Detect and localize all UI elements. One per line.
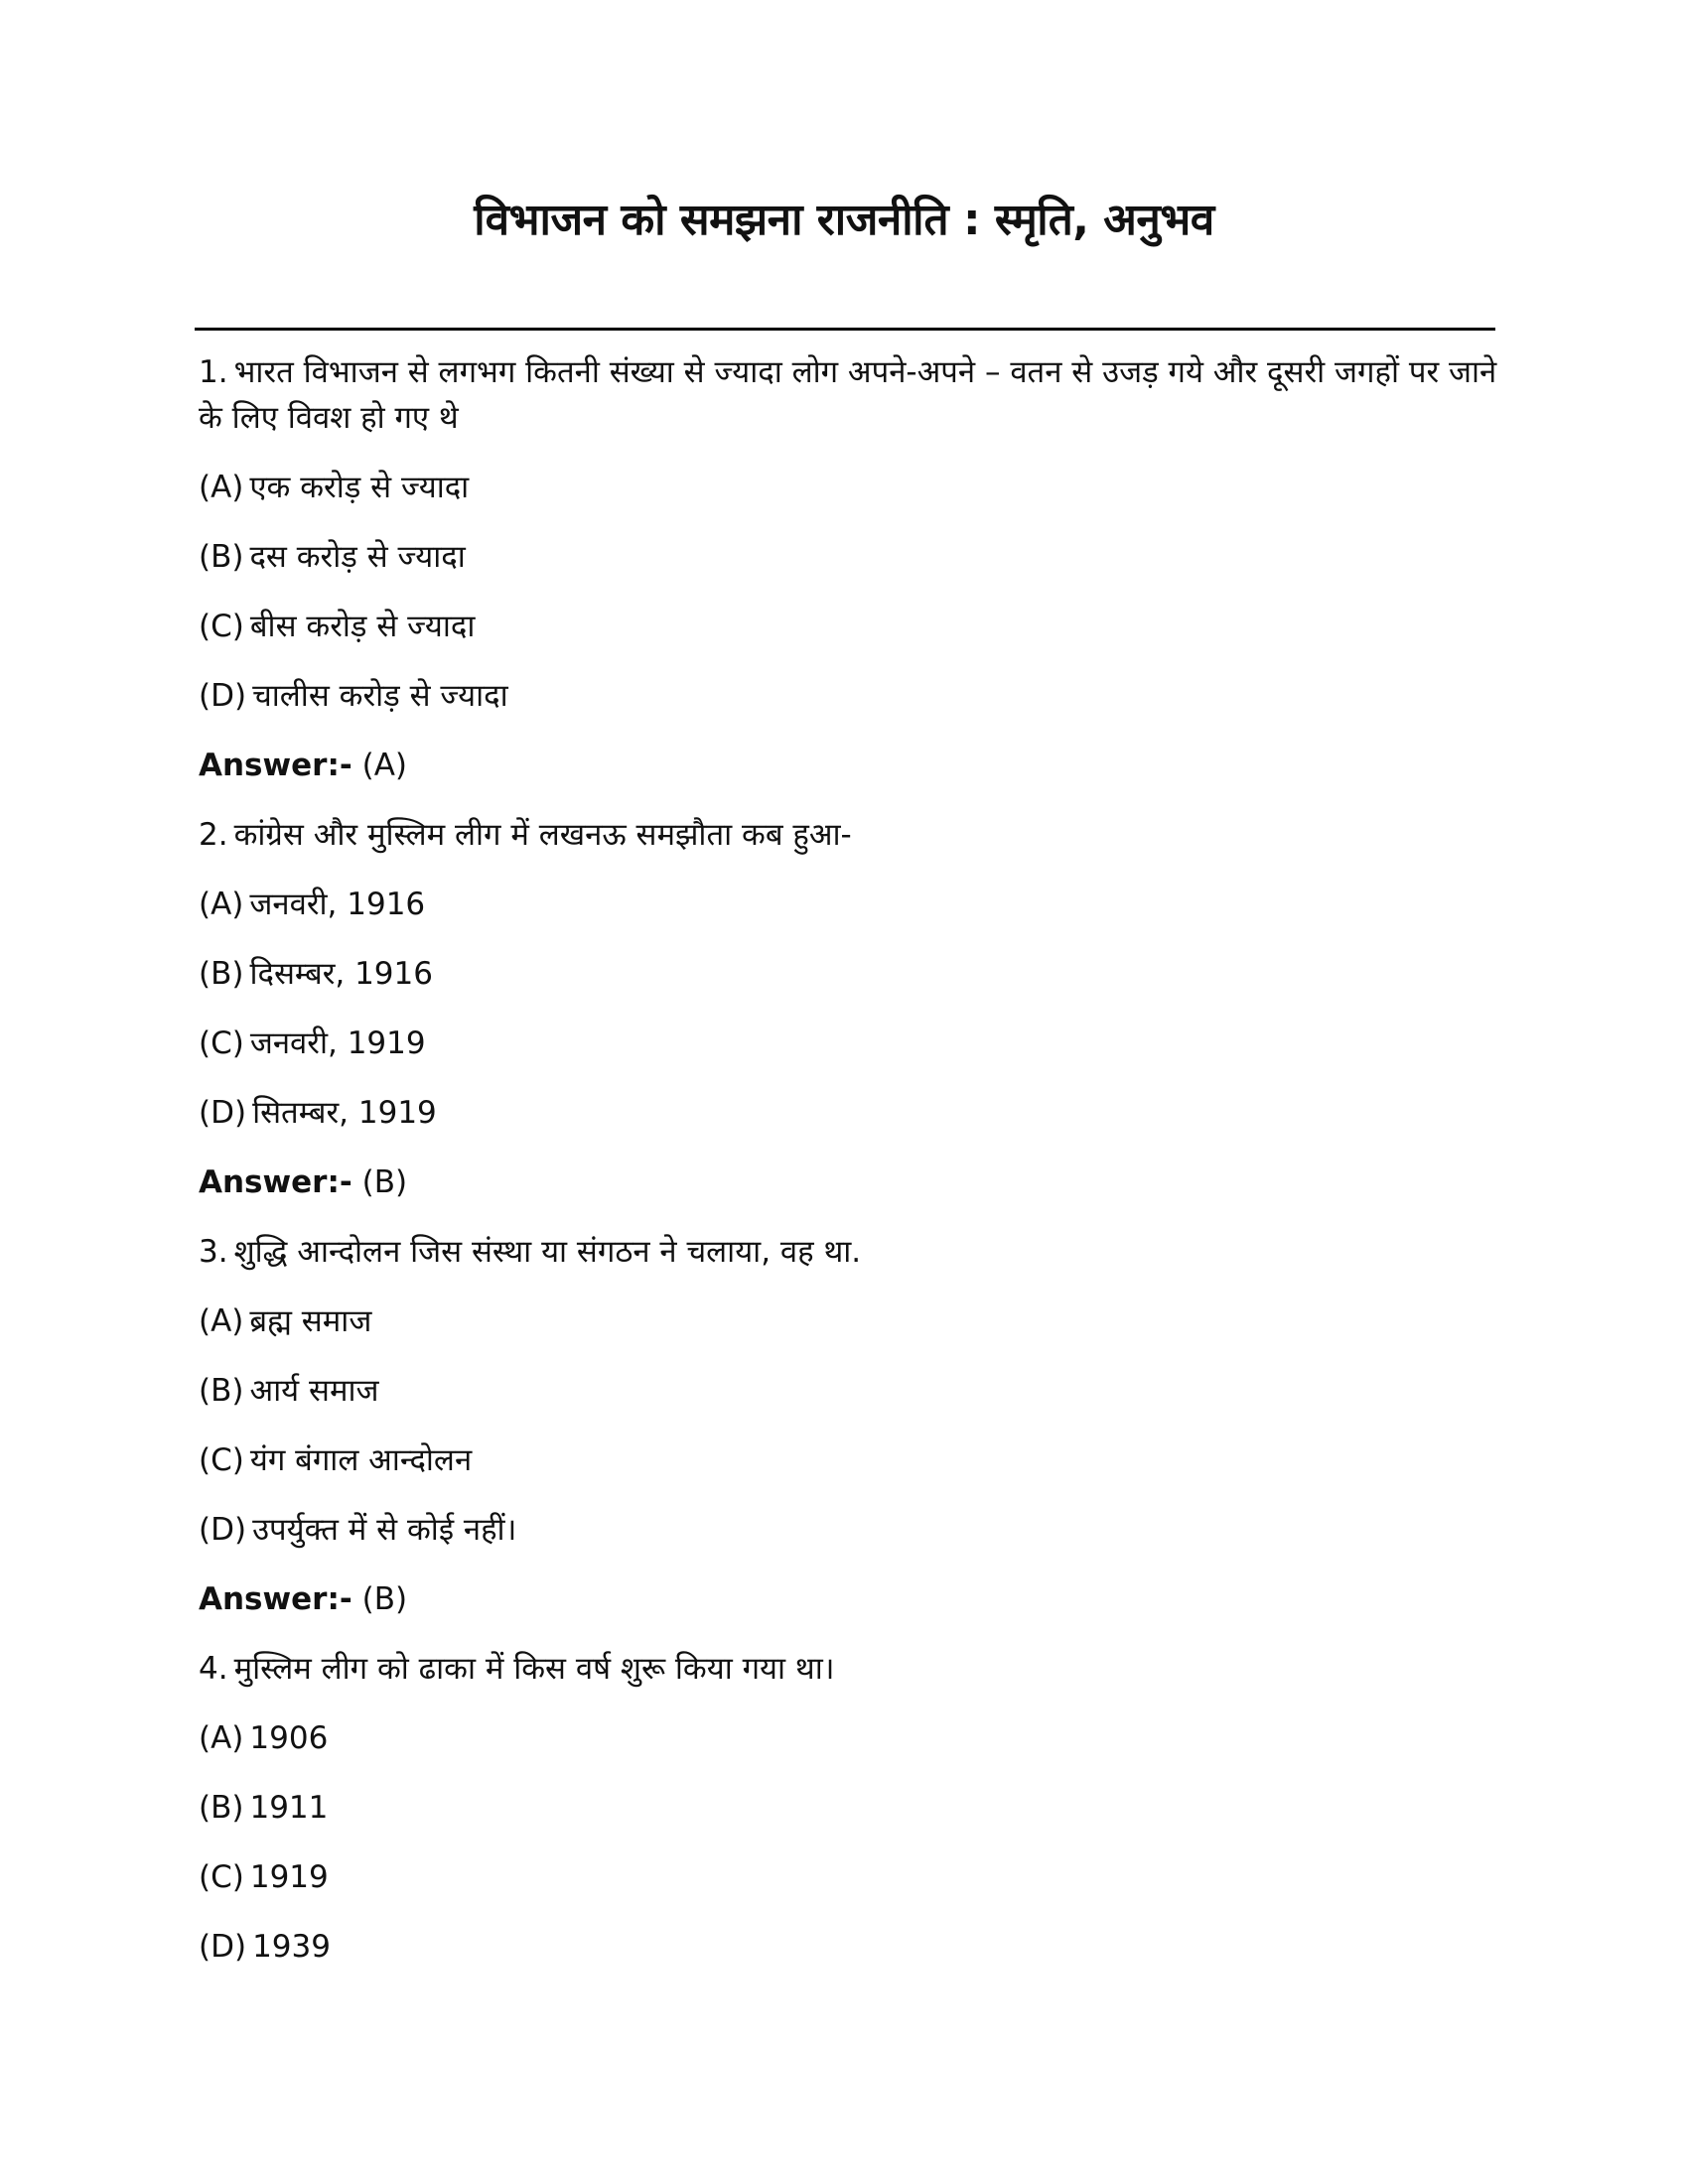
option-a [199,882,1499,927]
option-c [199,1021,1499,1066]
option-text: चालीस करोड़ से ज्यादा [252,678,508,714]
question-block-2 [199,812,1499,1205]
question-block-3 [199,1229,1499,1622]
answer-value: (B) [361,1164,408,1200]
option-letter: (B) [199,1373,244,1409]
question-number: 1. [199,354,228,390]
option-c [199,1437,1499,1483]
answer-line [199,743,1499,788]
page-title: विभाजन को समझना राजनीति : स्मृति, अनुभव [474,195,1214,245]
answer-label: Answer:- [199,1581,352,1617]
answer-label: Answer:- [199,748,352,783]
option-letter: (D) [199,1929,247,1965]
option-a [199,465,1499,510]
option-letter: (C) [199,1859,244,1895]
option-text: एक करोड़ से ज्यादा [249,470,470,505]
option-d [199,1924,1499,1970]
option-text: जनवरी, 1919 [249,1025,426,1061]
option-letter: (C) [199,1025,244,1061]
option-c [199,1854,1499,1900]
title-divider [195,328,1495,331]
answer-line [199,1160,1499,1205]
option-letter: (C) [199,1442,244,1478]
option-letter: (D) [199,678,247,714]
question-text [199,1646,1499,1692]
question-text [199,1229,1499,1275]
question-text [199,349,1499,441]
question-text [199,812,1499,858]
option-text: यंग बंगाल आन्दोलन [249,1442,473,1478]
option-text: जनवरी, 1916 [249,887,426,922]
option-text: 1919 [249,1859,329,1895]
option-letter: (B) [199,539,244,575]
question-stem: शुद्धि आन्दोलन जिस संस्था या संगठन ने चलाया, वह था. [233,1234,862,1270]
question-stem: मुस्लिम लीग को ढाका में किस वर्ष शुरू किया गया था। [233,1651,835,1687]
question-stem: कांग्रेस और मुस्लिम लीग में लखनऊ समझौता कब हुआ- [233,817,852,853]
answer-line [199,1576,1499,1622]
option-text: सितम्बर, 1919 [252,1095,437,1131]
option-text: बीस करोड़ से ज्यादा [249,609,476,644]
option-d [199,1507,1499,1553]
option-text: 1911 [249,1790,329,1826]
option-letter: (B) [199,1790,244,1826]
option-b [199,1785,1499,1831]
option-letter: (D) [199,1095,247,1131]
answer-value: (A) [361,748,407,783]
option-b [199,951,1499,997]
option-letter: (A) [199,887,244,922]
question-number: 2. [199,817,228,853]
option-letter: (D) [199,1512,247,1548]
option-letter: (C) [199,609,244,644]
option-text: उपर्युक्त में से कोई नहीं। [252,1512,517,1548]
option-d [199,673,1499,719]
option-a [199,1298,1499,1344]
option-text: दिसम्बर, 1916 [249,956,433,992]
option-d [199,1090,1499,1136]
option-letter: (A) [199,1303,244,1339]
option-letter: (B) [199,956,244,992]
option-text: ब्रह्म समाज [249,1303,372,1339]
option-text: दस करोड़ से ज्यादा [249,539,466,575]
option-b [199,1368,1499,1414]
question-number: 4. [199,1651,228,1687]
option-a [199,1715,1499,1761]
option-c [199,604,1499,649]
option-letter: (A) [199,1720,244,1756]
question-block-4 [199,1646,1499,1970]
option-text: 1939 [252,1929,331,1965]
question-number: 3. [199,1234,228,1270]
answer-label: Answer:- [199,1164,352,1200]
option-letter: (A) [199,470,244,505]
question-block-1 [199,349,1499,788]
option-text: आर्य समाज [249,1373,379,1409]
option-b [199,534,1499,580]
question-list [199,349,1499,1993]
question-stem: भारत विभाजन से लगभग कितनी संख्या से ज्यादा लोग अपने-अपने – वतन से उजड़ गये और दूसरी जगहों पर जाने के लिए विवश हो गए थे [199,354,1497,436]
answer-value: (B) [361,1581,408,1617]
option-text: 1906 [249,1720,329,1756]
